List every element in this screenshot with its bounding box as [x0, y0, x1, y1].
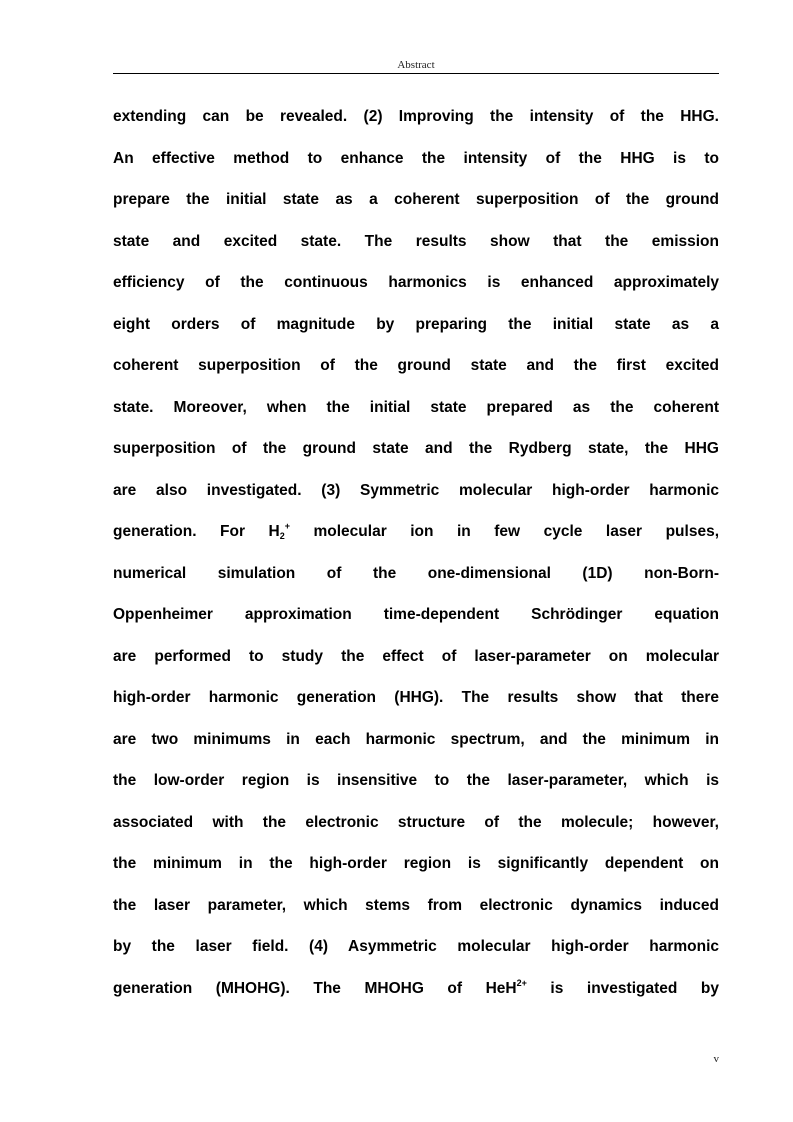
text-line-heh-ion — [113, 975, 719, 1017]
page-number: v — [713, 1053, 719, 1065]
text-line: by the laser field. (4) Asymmetric molecular high-order harmonic — [113, 938, 719, 955]
text-line: efficiency of the continuous harmonics is enhanced approximately — [113, 274, 719, 291]
text-line: An effective method to enhance the intensity of the HHG is to — [113, 149, 719, 167]
text-line: prepare the initial state as a coherent superposition of the ground — [113, 191, 719, 208]
text-line-h2-ion — [113, 518, 719, 560]
text-line: Oppenheimer approximation time-dependent Schrödinger equation — [113, 606, 719, 623]
text-line: superposition of the ground state and the Rydberg state, the HHG — [113, 440, 719, 457]
superscript: 2+ — [516, 977, 527, 988]
text-line: are also investigated. (3) Symmetric molecular high-order harmonic — [113, 481, 719, 499]
text-line: eight orders of magnitude by preparing the initial state as a — [113, 315, 719, 333]
text-line: coherent superposition of the ground state and the first excited — [113, 357, 719, 374]
text-line: state and excited state. The results show that the emission — [113, 232, 719, 250]
text-segment: molecular ion in few cycle laser pulses, — [290, 523, 719, 540]
superscript: + — [284, 521, 290, 531]
text-line: associated with the electronic structure of the molecule; however, — [113, 813, 719, 831]
text-line: are performed to study the effect of laser-parameter on molecular — [113, 647, 719, 665]
text-line: the low-order region is insensitive to the laser-parameter, which is — [113, 772, 719, 789]
text-segment: generation (MHOHG). The MHOHG of HeH — [113, 979, 517, 997]
text-line: high-order harmonic generation (HHG). The results show that there — [113, 689, 719, 706]
text-line: extending can be revealed. (2) Improving the intensity of the HHG. — [113, 108, 719, 125]
text-segment: generation. For H — [113, 523, 280, 540]
running-header: Abstract — [397, 59, 435, 71]
text-segment: is investigated by — [526, 979, 719, 997]
abstract-body — [113, 103, 719, 1016]
header-rule — [113, 73, 719, 74]
text-line: the minimum in the high-order region is significantly dependent on — [113, 855, 719, 872]
text-line: the laser parameter, which stems from electronic dynamics induced — [113, 896, 719, 914]
text-line: state. Moreover, when the initial state prepared as the coherent — [113, 398, 719, 416]
text-line: numerical simulation of the one-dimensional (1D) non-Born- — [113, 564, 719, 582]
text-line: are two minimums in each harmonic spectrum, and the minimum in — [113, 730, 719, 748]
subscript: 2 — [279, 531, 285, 541]
